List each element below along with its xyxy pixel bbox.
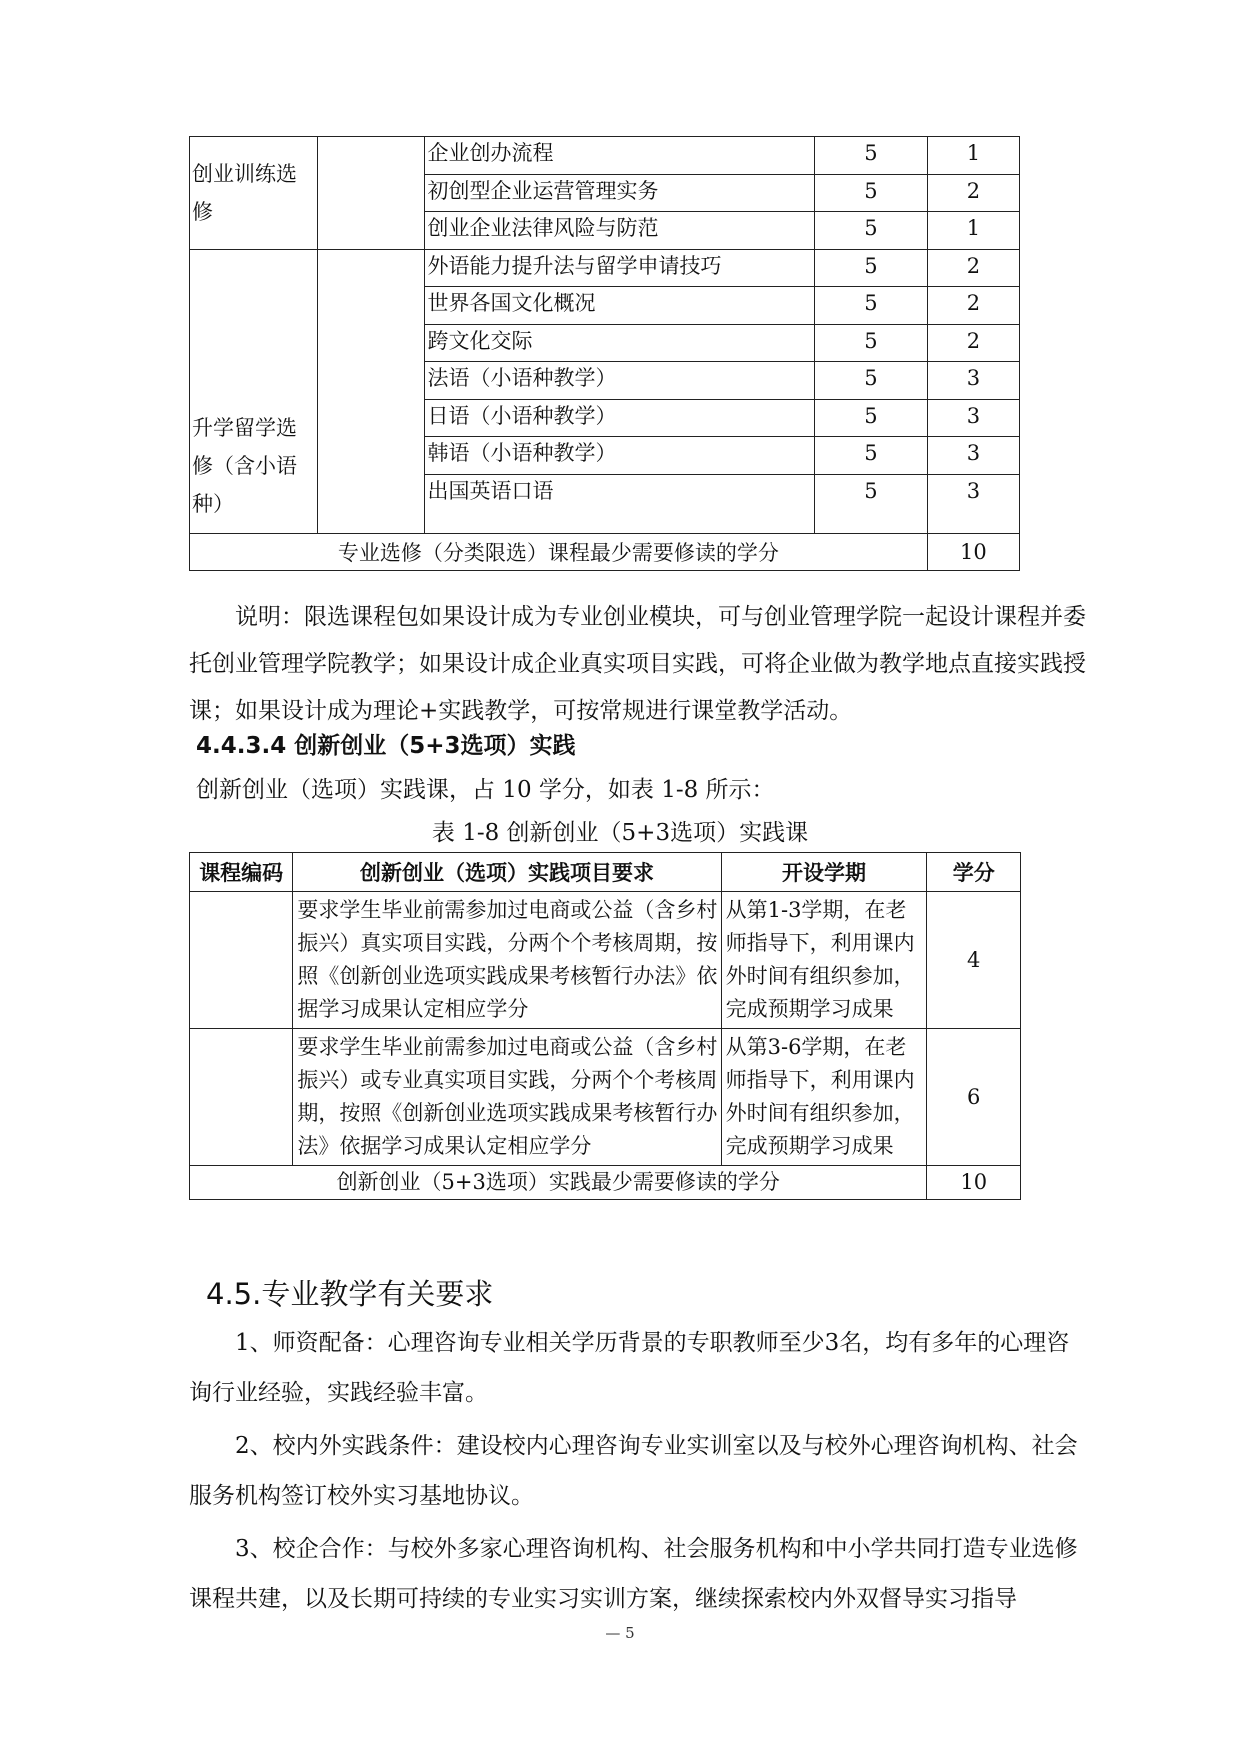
course-name-cell: 日语（小语种教学） [424, 399, 815, 437]
table-caption: 表 1-8 创新创业（5+3选项）实践课 [431, 820, 809, 846]
code-cell [190, 1029, 293, 1166]
credit-cell: 3 [927, 437, 1019, 475]
course-name-cell: 法语（小语种教学） [424, 362, 815, 400]
term-cell: 从第1-3学期，在老师指导下，利用课内外时间有组织参加，完成预期学习成果 [721, 892, 927, 1029]
semester-cell: 5 [815, 437, 928, 475]
credit-cell: 3 [927, 399, 1019, 437]
section-heading-45: 4.5.专业教学有关要求 [206, 1277, 494, 1311]
course-name-cell: 外语能力提升法与留学申请技巧 [424, 249, 815, 287]
header-credit: 学分 [927, 853, 1021, 892]
semester-cell: 5 [815, 474, 928, 533]
course-name-cell: 企业创办流程 [424, 137, 815, 175]
credit-cell: 2 [927, 324, 1019, 362]
category-cell: 创业训练选修 [190, 137, 318, 250]
credit-cell: 1 [927, 137, 1019, 175]
course-name-cell: 创业企业法律风险与防范 [424, 212, 815, 250]
footer-label: 创新创业（5+3选项）实践最少需要修读的学分 [190, 1166, 927, 1200]
table-row [190, 137, 1020, 175]
semester-cell: 5 [815, 249, 928, 287]
footer-value: 10 [927, 1166, 1021, 1200]
credit-cell: 6 [927, 1029, 1021, 1166]
blank-cell [317, 137, 424, 250]
table-footer-row [190, 533, 1020, 571]
term-cell: 从第3-6学期，在老师指导下，利用课内外时间有组织参加，完成预期学习成果 [721, 1029, 927, 1166]
elective-course-table [189, 136, 1020, 571]
semester-cell: 5 [815, 137, 928, 175]
course-name-cell: 韩语（小语种教学） [424, 437, 815, 475]
code-cell [190, 892, 293, 1029]
table-row [190, 1029, 1021, 1166]
blank-cell [317, 249, 424, 533]
requirement-paragraph-2: 2、校内外实践条件：建设校内心理咨询专业实训室以及与校外心理咨询机构、社会服务机构签订校外实习基地协议。 [189, 1433, 1078, 1509]
credit-cell: 3 [927, 474, 1019, 533]
table-row [190, 892, 1021, 1029]
section-heading-4434: 4.4.3.4 创新创业（5+3选项）实践 [196, 733, 576, 759]
table-header-row [190, 853, 1021, 892]
semester-cell: 5 [815, 324, 928, 362]
course-name-cell: 出国英语口语 [424, 474, 815, 533]
note-paragraph: 说明：限选课程包如果设计成为专业创业模块，可与创业管理学院一起设计课程并委托创业管理学院教学；如果设计成企业真实项目实践，可将企业做为教学地点直接实践授课；如果设计成为理论+实践教学，可按常规进行课堂教学活动。 [189, 604, 1086, 724]
header-term: 开设学期 [721, 853, 927, 892]
requirement-cell: 要求学生毕业前需参加过电商或公益（含乡村振兴）真实项目实践，分两个个考核周期，按照《创新创业选项实践成果考核暂行办法》依据学习成果认定相应学分 [293, 892, 721, 1029]
credit-cell: 2 [927, 249, 1019, 287]
requirement-paragraph-3: 3、校企合作：与校外多家心理咨询机构、社会服务机构和中小学共同打造专业选修课程共建，以及长期可持续的专业实习实训方案，继续探索校内外双督导实习指导 [189, 1536, 1078, 1612]
course-name-cell: 跨文化交际 [424, 324, 815, 362]
requirement-paragraph-1: 1、师资配备：心理咨询专业相关学历背景的专职教师至少3名，均有多年的心理咨询行业经验，实践经验丰富。 [189, 1330, 1070, 1406]
footer-value: 10 [927, 533, 1019, 571]
header-code: 课程编码 [190, 853, 293, 892]
requirement-cell: 要求学生毕业前需参加过电商或公益（含乡村振兴）或专业真实项目实践，分两个个考核周期，按照《创新创业选项实践成果考核暂行办法》依据学习成果认定相应学分 [293, 1029, 721, 1166]
credit-cell: 3 [927, 362, 1019, 400]
footer-label: 专业选修（分类限选）课程最少需要修读的学分 [190, 533, 928, 571]
table-row [190, 249, 1020, 287]
innovation-practice-table [189, 852, 1021, 1200]
credit-cell: 4 [927, 892, 1021, 1029]
course-name-cell: 初创型企业运营管理实务 [424, 174, 815, 212]
semester-cell: 5 [815, 174, 928, 212]
semester-cell: 5 [815, 287, 928, 325]
header-requirement: 创新创业（选项）实践项目要求 [293, 853, 721, 892]
credit-cell: 2 [927, 287, 1019, 325]
semester-cell: 5 [815, 212, 928, 250]
section-intro: 创新创业（选项）实践课，占 10 学分，如表 1-8 所示： [196, 777, 775, 803]
semester-cell: 5 [815, 362, 928, 400]
page-number: — 5 [605, 1624, 635, 1642]
category-cell: 升学留学选修（含小语种） [190, 249, 318, 533]
table-footer-row [190, 1166, 1021, 1200]
credit-cell: 2 [927, 174, 1019, 212]
semester-cell: 5 [815, 399, 928, 437]
course-name-cell: 世界各国文化概况 [424, 287, 815, 325]
credit-cell: 1 [927, 212, 1019, 250]
